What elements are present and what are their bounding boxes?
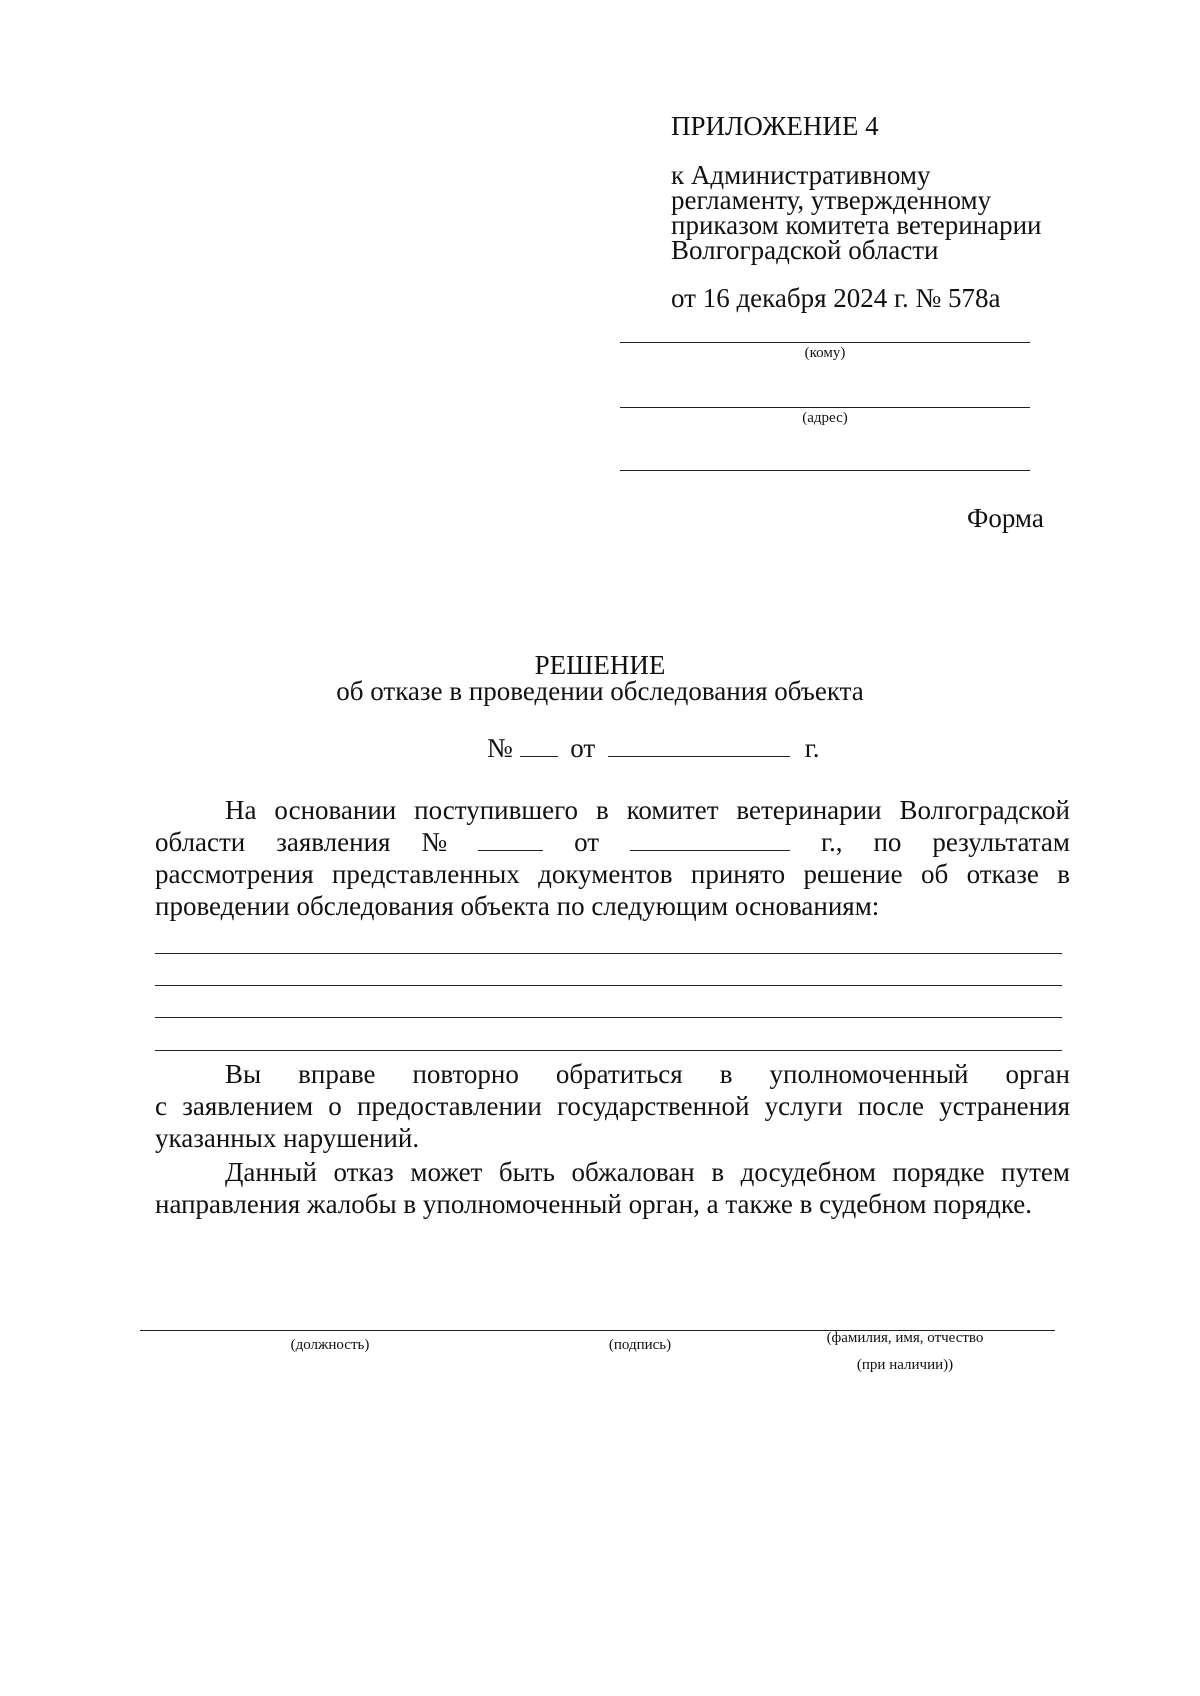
paragraph-1-line-1: На основании поступившего в комитет ветеринарии Волгоградской	[225, 795, 1070, 825]
recipient-extra-line	[620, 470, 1030, 471]
paragraph-1-line-2	[155, 826, 1070, 858]
position-caption: (должность)	[290, 1337, 370, 1353]
recipient-to-line	[620, 342, 1030, 343]
grounds-line-3	[155, 1017, 1062, 1018]
regulation-ref-line-4: Волгоградской области	[671, 235, 939, 265]
grounds-line-1	[155, 953, 1062, 954]
decision-year-suffix: г.	[804, 733, 820, 763]
number-sign: №	[487, 733, 513, 763]
p1-word-ot: от	[574, 827, 600, 857]
full-name-caption-line-1: (фамилия, имя, отчество	[826, 1330, 984, 1346]
decision-from-word: от	[570, 733, 596, 763]
p1-word-g: г.,	[820, 827, 843, 857]
p1-word-po: по	[873, 827, 902, 857]
decision-number-line	[487, 732, 820, 764]
paragraph-2-rest: с заявлением о предоставлении государственной услуги после устранения указанных нарушений.	[155, 1091, 1070, 1153]
grounds-line-2	[155, 985, 1062, 986]
appendix-title: ПРИЛОЖЕНИЕ 4	[671, 111, 879, 141]
order-date: от 16 декабря 2024 г. № 578а	[671, 283, 1001, 313]
paragraph-3-line-1: Данный отказ может быть обжалован в досудебном порядке путем	[225, 1157, 1070, 1187]
paragraph-1-line-4: проведении обследования объекта по следующим основаниям:	[155, 891, 880, 921]
paragraph-2-line-1: Вы вправе повторно обратиться в уполномоченный орган	[225, 1059, 1070, 1089]
paragraph-3-rest: направления жалобы в уполномоченный орган, а также в судебном порядке.	[155, 1189, 1033, 1219]
p1-number-sign: №	[421, 827, 448, 857]
recipient-to-caption: (кому)	[804, 345, 846, 361]
regulation-ref-line-3: приказом комитета ветеринарии	[671, 210, 1042, 240]
recipient-address-caption: (адрес)	[802, 410, 848, 426]
decision-date-blank	[608, 732, 790, 757]
p1-word-oblasti: области	[155, 827, 246, 857]
regulation-ref-line-2: регламенту, утвержденному	[671, 185, 992, 215]
application-date-blank	[630, 826, 790, 851]
regulation-ref-line-1: к Административному	[671, 160, 931, 190]
recipient-address-line	[620, 407, 1030, 408]
form-label: Форма	[967, 503, 1044, 533]
p1-word-rezultatam: результатам	[932, 827, 1070, 857]
signature-caption: (подпись)	[608, 1337, 672, 1353]
application-number-blank	[478, 826, 543, 851]
decision-number-blank	[520, 732, 558, 757]
paragraph-1-line-3: рассмотрения представленных документов принято решение об отказе в	[155, 859, 1070, 889]
p1-word-zayavleniya: заявления	[276, 827, 391, 857]
full-name-caption-line-2: (при наличии))	[856, 1357, 954, 1373]
grounds-line-4	[155, 1050, 1062, 1051]
decision-subtitle: об отказе в проведении обследования объекта	[336, 676, 864, 706]
decision-title: РЕШЕНИЕ	[534, 650, 666, 680]
